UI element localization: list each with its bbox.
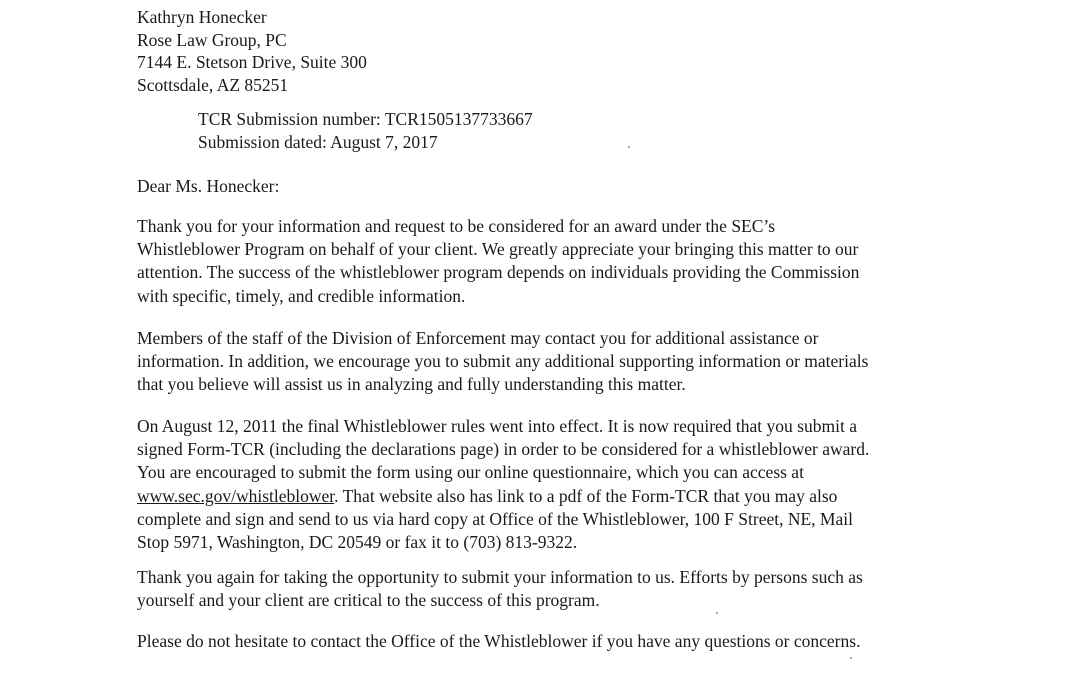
paragraph-line: Stop 5971, Washington, DC 20549 or fax it to (703) 813-9322.: [137, 532, 578, 553]
submission-number: TCR Submission number: TCR1505137733667: [198, 109, 533, 129]
paragraph-line: You are encouraged to submit the form using our online questionnaire, which you can access at: [137, 462, 804, 483]
recipient-name: Kathryn Honecker: [137, 7, 267, 27]
paragraph-line: yourself and your client are critical to the success of this program.: [137, 590, 600, 611]
paragraph-line: with specific, timely, and credible information.: [137, 285, 466, 306]
recipient-street: 7144 E. Stetson Drive, Suite 300: [137, 52, 367, 72]
paragraph-thank-you: [137, 215, 859, 308]
paragraph-line: Thank you again for taking the opportunity to submit your information to us. Efforts by persons such as: [137, 567, 863, 587]
scan-speck: [850, 657, 852, 659]
paragraph-line: Members of the staff of the Division of Enforcement may contact you for additional assistance or: [137, 328, 819, 348]
paragraph-line: attention. The success of the whistleblower program depends on individuals providing the Commission: [137, 262, 860, 283]
salutation: Dear Ms. Honecker:: [137, 176, 280, 196]
paragraph-line: [137, 485, 869, 508]
paragraph-line: Thank you for your information and request to be considered for an award under the SEC’s: [137, 216, 776, 236]
paragraph-line: Whistleblower Program on behalf of your client. We greatly appreciate your bringing this matter to our: [137, 239, 859, 260]
recipient-city: Scottsdale, AZ 85251: [137, 74, 289, 95]
paragraph-line: information. In addition, we encourage you to submit any additional supporting information or materials: [137, 351, 869, 372]
paragraph-staff-contact: [137, 327, 868, 397]
paragraph-rules: [137, 415, 869, 554]
paragraph-line-rest: . That website also has link to a pdf of the Form-TCR that you may also: [334, 485, 838, 506]
paragraph-line: signed Form-TCR (including the declarations page) in order to be considered for a whistleblower award.: [137, 439, 870, 460]
scan-speck: [628, 146, 630, 148]
scan-speck: [716, 612, 718, 614]
recipient-firm: Rose Law Group, PC: [137, 29, 287, 50]
paragraph-thank-again: [137, 566, 863, 612]
paragraph-line: Please do not hesitate to contact the Office of the Whistleblower if you have any questions or concerns.: [137, 631, 861, 651]
paragraph-contact: [137, 630, 860, 653]
submission-date: Submission dated: August 7, 2017: [198, 132, 438, 152]
whistleblower-website-link[interactable]: www.sec.gov/whistleblower: [137, 485, 335, 506]
paragraph-line: On August 12, 2011 the final Whistleblower rules went into effect. It is now required that you submit a: [137, 416, 857, 436]
submission-reference: [198, 108, 533, 154]
recipient-address: [137, 6, 367, 96]
paragraph-line: that you believe will assist us in analyzing and fully understanding this matter.: [137, 374, 686, 395]
paragraph-line: complete and sign and send to us via hard copy at Office of the Whistleblower, 100 F Street, NE, Mail: [137, 508, 853, 529]
